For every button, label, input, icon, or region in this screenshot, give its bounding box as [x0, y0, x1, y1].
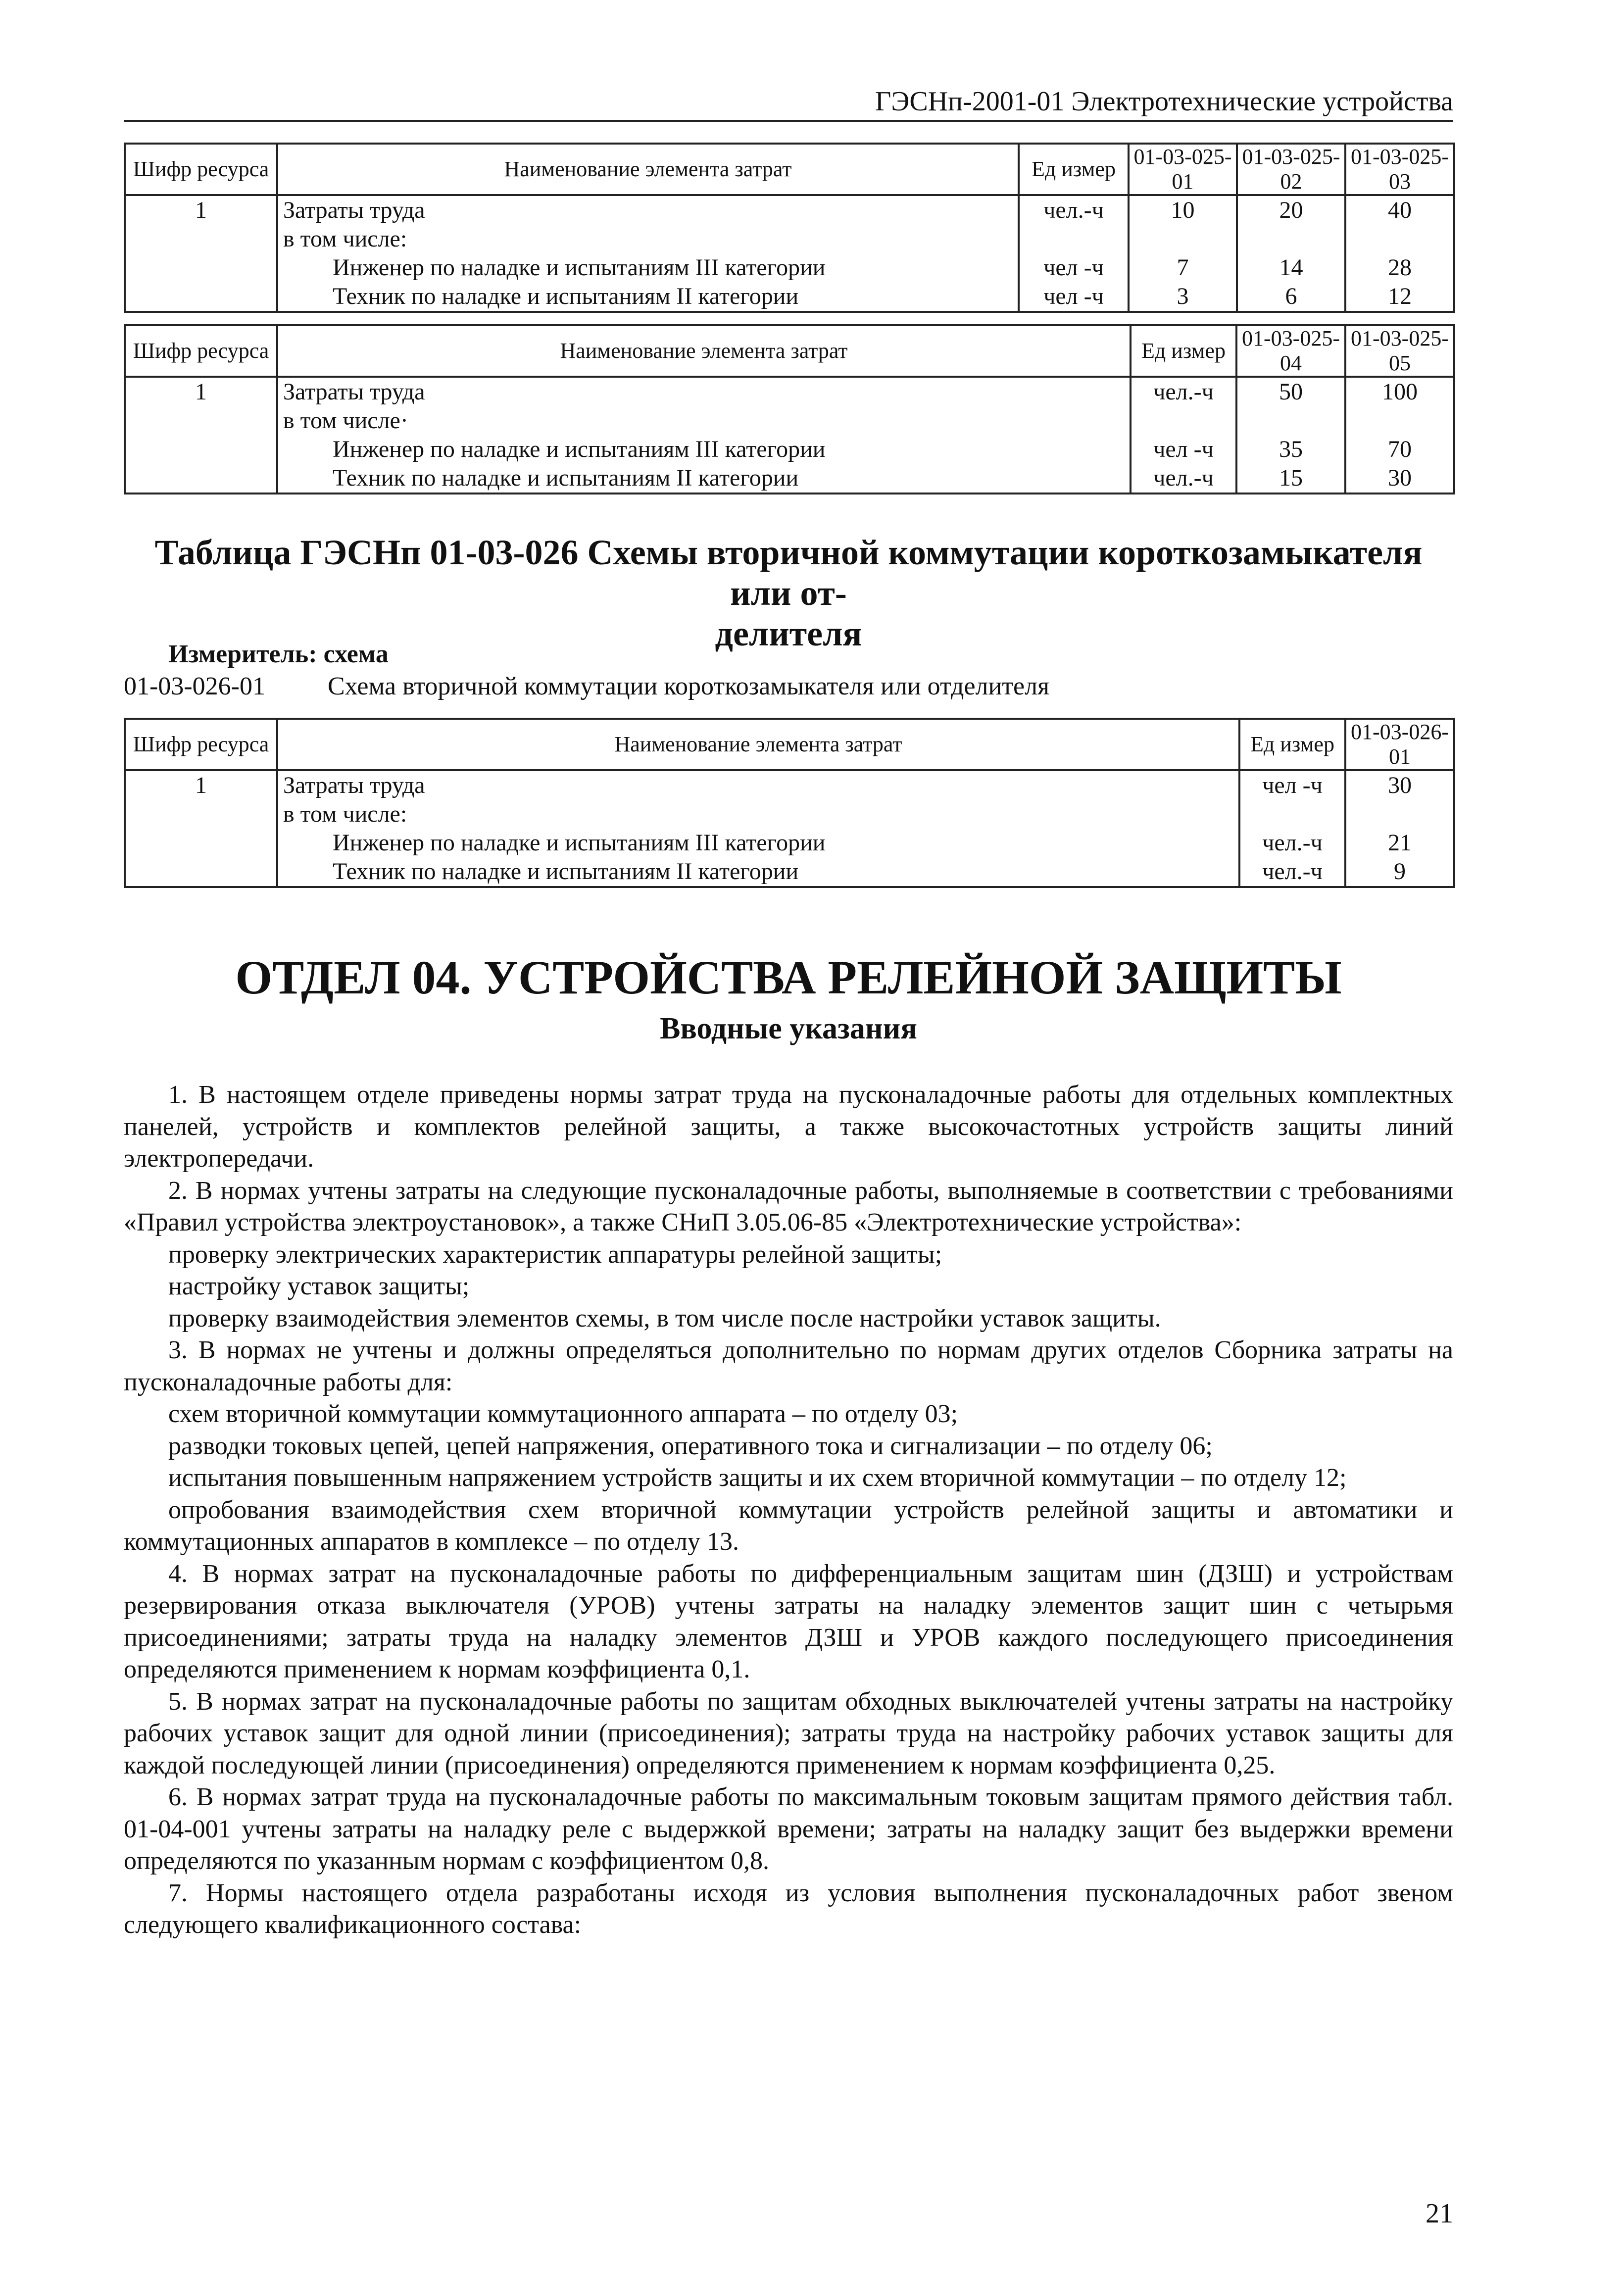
- cell-name: Затраты труда: [277, 770, 1239, 800]
- cell-value: 35: [1236, 435, 1345, 464]
- cell-value: [1345, 225, 1454, 253]
- cell-value: 50: [1236, 377, 1345, 406]
- cell-value: 70: [1345, 435, 1454, 464]
- cell-value: 10: [1129, 195, 1237, 225]
- header-cipher: Шифр ресурса: [125, 144, 277, 195]
- list-item: испытания повышенным напряжением устройств защиты и их схем вторичной коммутации – по отделу 12;: [168, 1464, 1347, 1492]
- cell-unit: [1019, 225, 1129, 253]
- cell-cipher: [125, 800, 277, 829]
- cell-unit: чел.-ч: [1239, 857, 1345, 887]
- norm-table-025-01-03: [124, 143, 1455, 313]
- header-name: Наименование элемента затрат: [277, 144, 1019, 195]
- cell-name: Затраты труда: [277, 195, 1019, 225]
- cell-name: Техник по наладке и испытаниям II категории: [277, 464, 1131, 493]
- cell-value: 21: [1345, 829, 1454, 857]
- paragraph: 1. В настоящем отделе приведены нормы затрат труда на пусконаладочные работы для отдельных комплектных панелей, устройств и комплектов релейной защиты, а также высокочастотных устройств защиты линий электропередачи.: [124, 1081, 1453, 1173]
- meter-row: [124, 671, 1049, 702]
- paragraph: опробования взаимодействия схем вторичной коммутации устройств релейной защиты и автоматики и коммутационных аппаратов в комплексе – по отделу 13.: [124, 1495, 1453, 1556]
- header-name: Наименование элемента затрат: [277, 719, 1239, 770]
- table-row: [125, 406, 1454, 435]
- cell-name: в том числе:: [277, 225, 1019, 253]
- list-item: проверку взаимодействия элементов схемы, в том числе после настройки уставок защиты.: [168, 1304, 1161, 1332]
- meter: [168, 639, 389, 670]
- cell-unit: чел.-ч: [1131, 464, 1236, 493]
- table-row: [125, 770, 1454, 800]
- header-unit: Ед измер: [1019, 144, 1129, 195]
- cell-unit: чел -ч: [1239, 770, 1345, 800]
- header-code: 01-03-025-01: [1129, 144, 1237, 195]
- cell-value: 30: [1345, 770, 1454, 800]
- cell-name: Затраты труда: [277, 377, 1131, 406]
- table-row: [125, 800, 1454, 829]
- cell-value: 20: [1237, 195, 1345, 225]
- paragraph: 3. В нормах не учтены и должны определяться дополнительно по нормам других отделов Сборника затраты на пусконаладочные работы для:: [124, 1336, 1453, 1396]
- cell-value: 40: [1345, 195, 1454, 225]
- table-row: [125, 195, 1454, 225]
- cell-value: 15: [1236, 464, 1345, 493]
- table-row: [125, 377, 1454, 406]
- paragraph: 5. В нормах затрат на пусконаладочные работы по защитам обходных выключателей учтены затраты на настройку рабочих уставок защит для одной линии (присоединения); затраты труда на настройку рабочих уставок защиты для каждой последующей линии (присоединения) определяются применением к нормам коэффициента 0,25.: [124, 1687, 1453, 1779]
- header-code: 01-03-025-03: [1345, 144, 1454, 195]
- header-cipher: Шифр ресурса: [125, 719, 277, 770]
- cell-name: Инженер по наладке и испытаниям III категории: [277, 253, 1019, 282]
- cell-cipher: [125, 464, 277, 493]
- header-unit: Ед измер: [1239, 719, 1345, 770]
- cell-value: 3: [1129, 282, 1237, 312]
- cell-cipher: [125, 435, 277, 464]
- cell-value: [1345, 800, 1454, 829]
- cell-value: 6: [1237, 282, 1345, 312]
- cell-cipher: 1: [125, 377, 277, 406]
- paragraph: 6. В нормах затрат труда на пусконаладочные работы по максимальным токовым защитам прямого действия табл. 01-04-001 учтены затраты на наладку реле с выдержкой времени; затраты на наладку защит без выдержки времени определяются по указанным нормам с коэффициентом 0,8.: [124, 1783, 1453, 1875]
- table-row: [125, 282, 1454, 312]
- table-row: [125, 464, 1454, 493]
- meter-label: Измеритель:: [168, 640, 317, 668]
- header-unit: Ед измер: [1131, 325, 1236, 377]
- cell-name: Техник по наладке и испытаниям II категории: [277, 857, 1239, 887]
- header-cipher: Шифр ресурса: [125, 325, 277, 377]
- table-row: [125, 253, 1454, 282]
- header-code: 01-03-025-04: [1236, 325, 1345, 377]
- table-title-line: Таблица ГЭСНп 01-03-026 Схемы вторичной коммутации короткозамыкателя или от-: [154, 533, 1423, 613]
- table-row: [125, 225, 1454, 253]
- header-code: 01-03-025-05: [1345, 325, 1454, 377]
- table-row: [125, 435, 1454, 464]
- intro-text: [124, 1079, 1453, 1941]
- cell-cipher: [125, 225, 277, 253]
- header-code: 01-03-026-01: [1345, 719, 1454, 770]
- meter-description: Схема вторичной коммутации короткозамыкателя или отделителя: [328, 672, 1049, 700]
- cell-value: [1236, 406, 1345, 435]
- meter-value: схема: [323, 640, 389, 668]
- cell-value: 9: [1345, 857, 1454, 887]
- cell-cipher: [125, 282, 277, 312]
- cell-cipher: [125, 829, 277, 857]
- cell-value: 100: [1345, 377, 1454, 406]
- header-name: Наименование элемента затрат: [277, 325, 1131, 377]
- cell-cipher: [125, 857, 277, 887]
- cell-name: Инженер по наладке и испытаниям III категории: [277, 435, 1131, 464]
- cell-unit: чел -ч: [1131, 435, 1236, 464]
- section-title: ОТДЕЛ 04. УСТРОЙСТВА РЕЛЕЙНОЙ ЗАЩИТЫ: [235, 951, 1342, 1004]
- cell-value: [1129, 225, 1237, 253]
- list-item: проверку электрических характеристик аппаратуры релейной защиты;: [168, 1240, 942, 1269]
- running-header: ГЭСНп-2001-01 Электротехнические устройства: [124, 84, 1453, 122]
- section-subtitle: Вводные указания: [660, 1012, 917, 1045]
- cell-name: Техник по наладке и испытаниям II категории: [277, 282, 1019, 312]
- cell-value: 14: [1237, 253, 1345, 282]
- cell-unit: [1131, 406, 1236, 435]
- cell-value: [1237, 225, 1345, 253]
- cell-value: [1345, 406, 1454, 435]
- norm-table-026-01: [124, 718, 1455, 888]
- list-item: схем вторичной коммутации коммутационного аппарата – по отделу 03;: [168, 1400, 958, 1428]
- cell-unit: чел -ч: [1019, 282, 1129, 312]
- cell-cipher: 1: [125, 770, 277, 800]
- meter-code: 01-03-026-01: [124, 672, 265, 700]
- cell-value: 28: [1345, 253, 1454, 282]
- cell-name: Инженер по наладке и испытаниям III категории: [277, 829, 1239, 857]
- paragraph: 4. В нормах затрат на пусконаладочные работы по дифференциальным защитам шин (ДЗШ) и устройствам резервирования отказа выключателя (УРОВ) учтены затраты на наладку элементов защит шин с четырьмя присоединениями; затраты труда на наладку элементов ДЗШ и УРОВ каждого последующего присоединения определяются применением к нормам коэффициента 0,1.: [124, 1559, 1453, 1683]
- table-row: [125, 857, 1454, 887]
- norm-table-025-04-05: [124, 324, 1455, 494]
- cell-unit: чел.-ч: [1239, 829, 1345, 857]
- list-item: настройку уставок защиты;: [168, 1272, 470, 1300]
- paragraph: 2. В нормах учтены затраты на следующие пусконаладочные работы, выполняемые в соответствии с требованиями «Правил устройства электроустановок», а также СНиП 3.05.06-85 «Электротехнические устройства»:: [124, 1176, 1453, 1236]
- cell-name: в том числе:: [277, 800, 1239, 829]
- table-title: [124, 532, 1453, 654]
- cell-value: 12: [1345, 282, 1454, 312]
- list-item: разводки токовых цепей, цепей напряжения, оперативного тока и сигнализации – по отделу 06;: [168, 1431, 1213, 1460]
- cell-cipher: [125, 406, 277, 435]
- header-code: 01-03-025-02: [1237, 144, 1345, 195]
- table-row: [125, 829, 1454, 857]
- cell-unit: чел.-ч: [1131, 377, 1236, 406]
- cell-name: в том числе·: [277, 406, 1131, 435]
- cell-value: 7: [1129, 253, 1237, 282]
- cell-cipher: 1: [125, 195, 277, 225]
- cell-unit: чел.-ч: [1019, 195, 1129, 225]
- cell-value: 30: [1345, 464, 1454, 493]
- paragraph: 7. Нормы настоящего отдела разработаны исходя из условия выполнения пусконаладочных работ звеном следующего квалификационного состава:: [124, 1878, 1453, 1939]
- cell-cipher: [125, 253, 277, 282]
- cell-unit: чел -ч: [1019, 253, 1129, 282]
- table-title-line: делителя: [715, 614, 862, 653]
- cell-unit: [1239, 800, 1345, 829]
- page-number: 21: [1426, 2198, 1453, 2229]
